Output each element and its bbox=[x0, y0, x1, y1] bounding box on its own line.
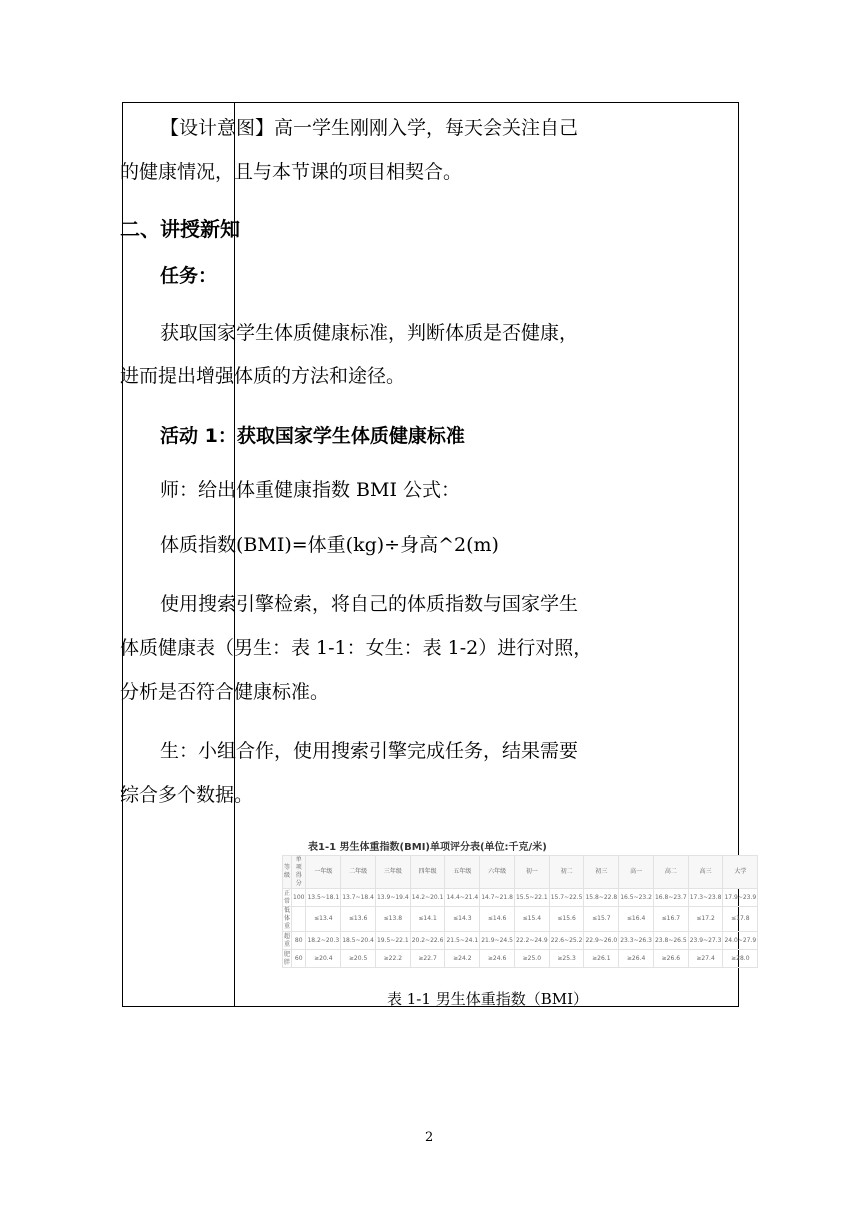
bmi-header-cell: 六年级 bbox=[480, 856, 515, 889]
bmi-value-cell: 20.2~22.6 bbox=[410, 932, 445, 950]
bmi-value-cell: ≤13.8 bbox=[375, 907, 410, 932]
bmi-score-cell: 80 bbox=[292, 932, 306, 950]
task-label: 任务： bbox=[160, 265, 218, 287]
bmi-value-cell: 14.4~21.4 bbox=[445, 889, 480, 907]
student-line2: 综合多个数据。 bbox=[120, 784, 254, 806]
bmi-value-cell: ≤13.6 bbox=[341, 907, 376, 932]
bmi-value-cell: 22.2~24.9 bbox=[514, 932, 549, 950]
task-line1: 获取国家学生体质健康标准，判断体质是否健康， bbox=[160, 322, 579, 344]
bmi-score-cell bbox=[292, 907, 306, 932]
teacher-line: 师：给出体重健康指数 BMI 公式： bbox=[160, 479, 461, 501]
bmi-value-cell: 18.5~20.4 bbox=[341, 932, 376, 950]
bmi-value-cell: 19.5~22.1 bbox=[375, 932, 410, 950]
bmi-header-cell: 五年级 bbox=[445, 856, 480, 889]
bmi-value-cell: 15.7~22.5 bbox=[549, 889, 584, 907]
bmi-score-cell: 100 bbox=[292, 889, 306, 907]
bmi-table-body bbox=[283, 889, 758, 968]
bmi-table-row bbox=[283, 932, 758, 950]
bmi-value-cell: ≤16.4 bbox=[619, 907, 654, 932]
task-line2: 进而提出增强体质的方法和途径。 bbox=[120, 365, 406, 387]
bmi-value-cell: 15.8~22.8 bbox=[584, 889, 619, 907]
bmi-value-cell: ≥27.4 bbox=[688, 950, 723, 968]
bmi-value-cell: 17.9~23.9 bbox=[723, 889, 758, 907]
bmi-value-cell: 15.5~22.1 bbox=[514, 889, 549, 907]
bmi-value-cell: ≥20.5 bbox=[341, 950, 376, 968]
bmi-value-cell: ≥24.6 bbox=[480, 950, 515, 968]
bmi-header-cell: 单项得分 bbox=[292, 856, 306, 889]
design-intent-line2: 的健康情况，且与本节课的项目相契合。 bbox=[120, 161, 463, 183]
bmi-value-cell: ≥26.6 bbox=[653, 950, 688, 968]
instruction-line3: 分析是否符合健康标准。 bbox=[120, 681, 330, 703]
instruction-line2: 体质健康表（男生：表 1-1：女生：表 1-2）进行对照， bbox=[120, 637, 593, 659]
bmi-value-cell: 13.5~18.1 bbox=[306, 889, 341, 907]
bmi-value-cell: ≤14.6 bbox=[480, 907, 515, 932]
bmi-value-cell: ≥25.0 bbox=[514, 950, 549, 968]
bmi-table-image bbox=[282, 855, 758, 968]
bmi-value-cell: ≤15.6 bbox=[549, 907, 584, 932]
bmi-header-cell: 三年级 bbox=[375, 856, 410, 889]
bmi-header-cell: 初三 bbox=[584, 856, 619, 889]
bmi-value-cell: 13.9~19.4 bbox=[375, 889, 410, 907]
bmi-value-cell: 21.5~24.1 bbox=[445, 932, 480, 950]
bmi-header-cell: 初二 bbox=[549, 856, 584, 889]
bmi-value-cell: 23.3~26.3 bbox=[619, 932, 654, 950]
bmi-value-cell: 21.9~24.5 bbox=[480, 932, 515, 950]
bmi-value-cell: ≤16.7 bbox=[653, 907, 688, 932]
bmi-score-cell: 60 bbox=[292, 950, 306, 968]
bmi-level-cell: 低体重 bbox=[284, 907, 291, 930]
bmi-value-cell: ≤17.2 bbox=[688, 907, 723, 932]
design-intent-line1: 【设计意图】高一学生刚刚入学，每天会关注自己 bbox=[160, 117, 579, 139]
bmi-value-cell: ≤15.7 bbox=[584, 907, 619, 932]
bmi-value-cell: ≤15.4 bbox=[514, 907, 549, 932]
bmi-value-cell: 18.2~20.3 bbox=[306, 932, 341, 950]
bmi-value-cell: 22.9~26.0 bbox=[584, 932, 619, 950]
bmi-value-cell: 24.0~27.9 bbox=[723, 932, 758, 950]
bmi-value-cell: 23.9~27.3 bbox=[688, 932, 723, 950]
bmi-value-cell: ≥20.4 bbox=[306, 950, 341, 968]
bmi-header-cell: 等级 bbox=[283, 856, 292, 889]
bmi-value-cell: 16.8~23.7 bbox=[653, 889, 688, 907]
bmi-value-cell: ≥26.4 bbox=[619, 950, 654, 968]
bmi-level-cell: 肥胖 bbox=[284, 950, 291, 966]
bmi-header-cell: 高一 bbox=[619, 856, 654, 889]
bmi-table-row bbox=[283, 889, 758, 907]
activity-heading: 活动 1：获取国家学生体质健康标准 bbox=[160, 425, 465, 447]
bmi-level-cell: 正常 bbox=[284, 889, 291, 905]
bmi-value-cell: 22.6~25.2 bbox=[549, 932, 584, 950]
section-heading: 二、讲授新知 bbox=[120, 217, 240, 241]
bmi-value-cell: ≥22.2 bbox=[375, 950, 410, 968]
bmi-value-cell: ≥25.3 bbox=[549, 950, 584, 968]
bmi-value-cell: ≥26.1 bbox=[584, 950, 619, 968]
bmi-value-cell: ≤14.1 bbox=[410, 907, 445, 932]
bmi-header-cell: 大学 bbox=[723, 856, 758, 889]
bmi-value-cell: ≤14.3 bbox=[445, 907, 480, 932]
bmi-level-cell: 超重 bbox=[284, 932, 291, 948]
table-caption: 表 1-1 男生体重指数（BMI） bbox=[387, 990, 588, 1008]
bmi-value-cell: 23.8~26.5 bbox=[653, 932, 688, 950]
instruction-line1: 使用搜索引擎检索，将自己的体质指数与国家学生 bbox=[160, 593, 579, 615]
bmi-value-cell: ≤13.4 bbox=[306, 907, 341, 932]
bmi-header-cell: 高二 bbox=[653, 856, 688, 889]
bmi-image-title: 表1-1 男生体重指数(BMI)单项评分表(单位:千克/米) bbox=[308, 842, 547, 853]
bmi-value-cell: 14.2~20.1 bbox=[410, 889, 445, 907]
bmi-value-cell: 13.7~18.4 bbox=[341, 889, 376, 907]
bmi-table-row bbox=[283, 950, 758, 968]
bmi-header-cell: 高三 bbox=[688, 856, 723, 889]
page-number: 2 bbox=[425, 1130, 434, 1145]
bmi-table-row bbox=[283, 907, 758, 932]
student-line1: 生：小组合作，使用搜索引擎完成任务，结果需要 bbox=[160, 740, 579, 762]
bmi-value-cell: 17.3~23.8 bbox=[688, 889, 723, 907]
bmi-value-cell: ≥22.7 bbox=[410, 950, 445, 968]
bmi-header-cell: 初一 bbox=[514, 856, 549, 889]
bmi-header-cell: 一年级 bbox=[306, 856, 341, 889]
bmi-value-cell: ≥24.2 bbox=[445, 950, 480, 968]
bmi-value-cell: 16.5~23.2 bbox=[619, 889, 654, 907]
bmi-header-cell: 二年级 bbox=[341, 856, 376, 889]
bmi-header-row bbox=[283, 856, 758, 889]
bmi-header-cell: 四年级 bbox=[410, 856, 445, 889]
bmi-value-cell: ≥28.0 bbox=[723, 950, 758, 968]
bmi-value-cell: ≤17.8 bbox=[723, 907, 758, 932]
bmi-value-cell: 14.7~21.8 bbox=[480, 889, 515, 907]
formula-line: 体质指数(BMI)=体重(kg)÷身高^2(m) bbox=[160, 534, 499, 556]
